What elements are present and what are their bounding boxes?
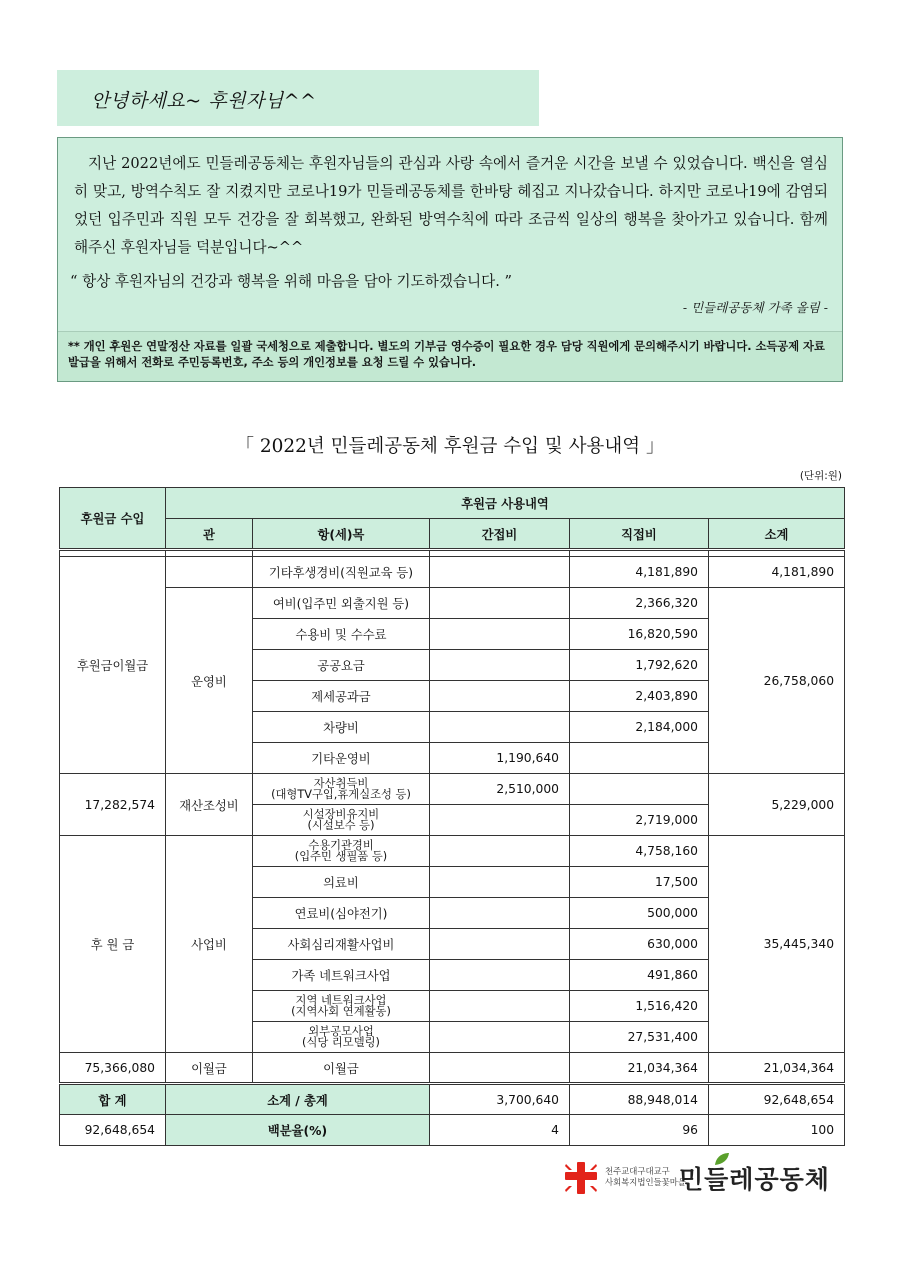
notice-area — [58, 331, 842, 381]
direct-cell: 17,500 — [570, 867, 709, 898]
income-carryover-amount: 17,282,574 — [60, 774, 166, 836]
direct-cell: 491,860 — [570, 960, 709, 991]
logo-brand: 민들레공동체 — [679, 1165, 830, 1194]
item-cell: 기타후생경비(직원교육 등) — [253, 557, 430, 588]
indirect-cell — [430, 867, 570, 898]
group-carryover: 이월금 — [166, 1053, 253, 1084]
indirect-cell: 2,510,000 — [430, 774, 570, 805]
direct-cell — [570, 774, 709, 805]
table-row — [60, 588, 845, 619]
indirect-cell — [430, 898, 570, 929]
item-cell: 사회심리재활사업비 — [253, 929, 430, 960]
item-line1: 지역 네트워크사업 — [295, 994, 387, 1007]
direct-cell: 4,758,160 — [570, 836, 709, 867]
percent-total: 100 — [709, 1115, 845, 1146]
subtotal-cell: 35,445,340 — [709, 836, 845, 1053]
indirect-cell — [430, 588, 570, 619]
letter-box — [57, 137, 843, 382]
total-indirect: 3,700,640 — [430, 1084, 570, 1115]
total-direct: 88,948,014 — [570, 1084, 709, 1115]
indirect-cell — [430, 991, 570, 1022]
item-line2: (식당 리모델링) — [302, 1036, 380, 1049]
item-cell — [253, 805, 430, 836]
direct-cell: 2,366,320 — [570, 588, 709, 619]
header-gwan: 관 — [166, 519, 253, 550]
indirect-cell — [430, 1022, 570, 1053]
percent-direct: 96 — [570, 1115, 709, 1146]
item-cell — [253, 1022, 430, 1053]
percent-label: 백분율(%) — [166, 1115, 430, 1146]
indirect-cell: 1,190,640 — [430, 743, 570, 774]
logo-subtitle-line2: 사회복지법인들꽃마을 — [605, 1177, 686, 1187]
direct-cell: 630,000 — [570, 929, 709, 960]
item-cell: 차량비 — [253, 712, 430, 743]
direct-cell: 16,820,590 — [570, 619, 709, 650]
table-row — [60, 1053, 845, 1084]
indirect-cell — [430, 650, 570, 681]
logo-subtitle-line1: 천주교대구대교구 — [605, 1166, 670, 1176]
table-row — [60, 774, 845, 805]
subtotal-cell: 5,229,000 — [709, 774, 845, 836]
item-cell — [253, 991, 430, 1022]
subtotal-cell: 21,034,364 — [709, 1053, 845, 1084]
spacer-row — [60, 550, 845, 557]
item-cell: 기타운영비 — [253, 743, 430, 774]
income-carryover-label: 후원금이월금 — [60, 557, 166, 774]
indirect-cell — [430, 619, 570, 650]
header-subtotal: 소계 — [709, 519, 845, 550]
indirect-cell — [430, 712, 570, 743]
total-label: 합 계 — [60, 1084, 166, 1115]
header-row — [60, 488, 845, 519]
header-income: 후원금 수입 — [60, 488, 166, 550]
subheader-row — [60, 519, 845, 550]
greeting-banner — [57, 70, 539, 126]
empty-cell — [166, 557, 253, 588]
indirect-cell — [430, 960, 570, 991]
letter-body: 지난 2022년에도 민들레공동체는 후원자님들의 관심과 사랑 속에서 즐거운 시간을 보낼 수 있었습니다. 백신을 열심히 맞고, 방역수칙도 잘 지켰지만 코로나19가 민들레공동체를 한바탕 헤집고 지나갔습니다. 하지만 코로나19에 감염되었던 입주민과 직원 모두 건강을 잘 회복했고, 완화된 방역수칙에 따라 조금씩 일상의 행복을 찾아가고 있습니다. 함께 해주신 후원자님들 덕분입니다~^^ — [74, 155, 828, 256]
direct-cell: 2,719,000 — [570, 805, 709, 836]
organization-logo — [563, 1152, 838, 1207]
direct-cell: 2,403,890 — [570, 681, 709, 712]
unit-label: (단위:원) — [799, 470, 842, 482]
subtotal-cell: 26,758,060 — [709, 588, 845, 774]
item-cell: 의료비 — [253, 867, 430, 898]
item-line2: (입주민 생필품 등) — [294, 850, 388, 863]
direct-cell — [570, 743, 709, 774]
item-cell: 이월금 — [253, 1053, 430, 1084]
table-row — [60, 836, 845, 867]
percent-indirect: 4 — [430, 1115, 570, 1146]
item-cell: 여비(입주민 외출지원 등) — [253, 588, 430, 619]
item-line2: (지역사회 연계활동) — [291, 1005, 391, 1018]
direct-cell: 1,516,420 — [570, 991, 709, 1022]
group-business: 사업비 — [166, 836, 253, 1053]
direct-cell: 2,184,000 — [570, 712, 709, 743]
direct-cell: 500,000 — [570, 898, 709, 929]
item-cell — [253, 774, 430, 805]
item-line1: 시설장비유지비 — [302, 808, 380, 821]
direct-cell: 21,034,364 — [570, 1053, 709, 1084]
percent-row — [60, 1115, 845, 1146]
tax-notice: ** 개인 후원은 연말정산 자료를 일괄 국세청으로 제출합니다. 별도의 기부금 영수증이 필요한 경우 담당 직원에게 문의해주시기 바랍니다. 소득공제 자료 발급을 위해서 전화로 주민등록번호, 주소 등의 개인정보를 요청 드릴 수 있습니다. — [68, 340, 825, 369]
item-cell: 제세공과금 — [253, 681, 430, 712]
grand-total: 92,648,654 — [709, 1084, 845, 1115]
income-donation-amount: 75,366,080 — [60, 1053, 166, 1084]
report-title: 「 2022년 민들레공동체 후원금 수입 및 사용내역 」 — [235, 436, 665, 457]
total-sublabel: 소계 / 총계 — [166, 1084, 430, 1115]
header-direct: 직접비 — [570, 519, 709, 550]
item-line1: 수용기관경비 — [308, 839, 374, 852]
subtotal-cell: 4,181,890 — [709, 557, 845, 588]
item-cell: 공공요금 — [253, 650, 430, 681]
item-line1: 자산취득비 — [313, 777, 369, 790]
header-usage: 후원금 사용내역 — [166, 488, 845, 519]
direct-cell: 27,531,400 — [570, 1022, 709, 1053]
header-indirect: 간접비 — [430, 519, 570, 550]
income-donation-label: 후 원 금 — [60, 836, 166, 1053]
donation-ledger-table — [59, 487, 845, 1146]
item-cell: 수용비 및 수수료 — [253, 619, 430, 650]
indirect-cell — [430, 805, 570, 836]
table-row — [60, 557, 845, 588]
item-line2: (대형TV구입,휴게실조성 등) — [271, 788, 411, 801]
indirect-cell — [430, 836, 570, 867]
logo-subtitle — [605, 1166, 686, 1188]
letter-signature: - 민들레공동체 가족 올림 - — [682, 300, 828, 315]
item-cell: 가족 네트워크사업 — [253, 960, 430, 991]
total-row — [60, 1084, 845, 1115]
letter-quote: “ 항상 후원자님의 건강과 행복을 위해 마음을 담아 기도하겠습니다. ” — [70, 273, 512, 290]
item-line1: 외부공모사업 — [308, 1025, 374, 1038]
item-line2: (시설보수 등) — [307, 819, 375, 832]
direct-cell: 4,181,890 — [570, 557, 709, 588]
indirect-cell — [430, 557, 570, 588]
item-cell: 연료비(심야전기) — [253, 898, 430, 929]
header-hang: 항(세)목 — [253, 519, 430, 550]
indirect-cell — [430, 929, 570, 960]
direct-cell: 1,792,620 — [570, 650, 709, 681]
income-total: 92,648,654 — [60, 1115, 166, 1146]
indirect-cell — [430, 681, 570, 712]
indirect-cell — [430, 1053, 570, 1084]
caritas-cross-icon — [563, 1160, 599, 1196]
item-cell — [253, 836, 430, 867]
group-asset: 재산조성비 — [166, 774, 253, 836]
group-operating: 운영비 — [166, 588, 253, 774]
greeting-text: 안녕하세요~ 후원자님^^ — [91, 90, 317, 112]
